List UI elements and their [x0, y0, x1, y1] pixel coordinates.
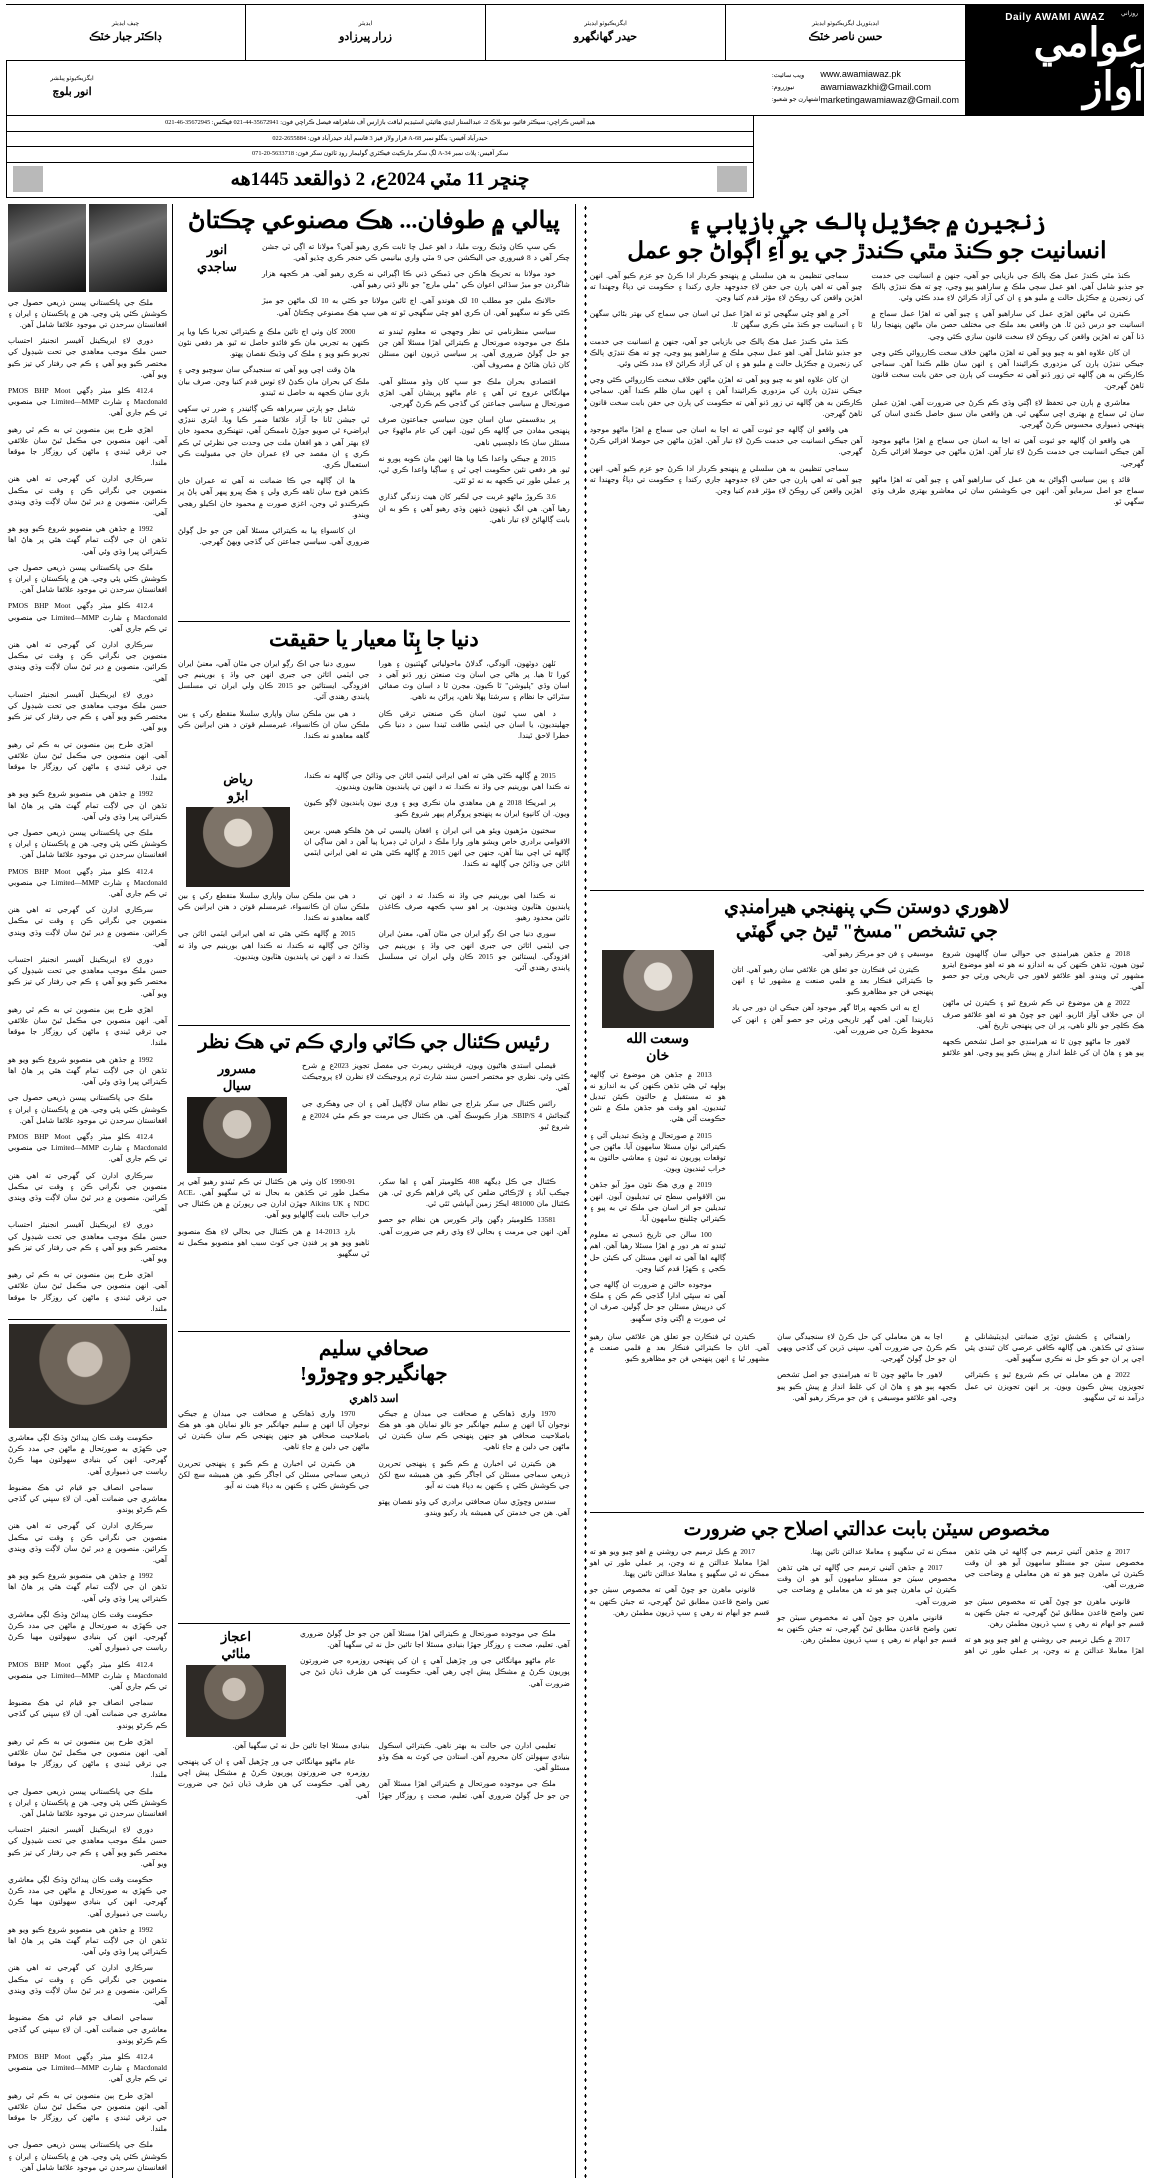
ijaz-author-photo: [186, 1665, 286, 1737]
rais-headline: رئيس ڪئنال جي ڪاٽي واري ڪم تي هڪ نظر: [198, 1031, 550, 1053]
staff-cell-1: [6, 5, 245, 60]
ijaz-name-line1: اعجاز: [221, 1628, 251, 1644]
duniya-b3: د هي بين ملڪن سان واپاري سلسلا منقطع رکي ۽ بين ملڪن سان ان ڪانسواء، غيرمسلم قوتن د هنن ايرانين ڪي گاهه معاهدو نه ڪندا.: [178, 890, 370, 923]
ll-c3: پر بدقسمتي سان اسان جون سياسي جماعتون صرف پنهنجي مفادن جي ڳالهه ڪن ٿيون. انهن کي عام ماڻهوءَ جي مسئلن سان ڪا دلچسپي ناهي.: [378, 415, 570, 447]
divider-lead-lahore: [590, 890, 1144, 891]
wusat-p3: 2019 ۾ وري هڪ نئون موڙ آيو جڏهن بين الاقوامي سطح تي تبديليون آيون. انهن تبديلين جو اثر اسان جي ملڪ تي به پيو ۽ ڪيترائي چئلينج سامهون آيا.: [589, 1180, 726, 1223]
sahafi-p4: 1970 واري ڏهاڪي ۾ صحافت جي ميدان ۾ جيڪي نوجوان آيا انهن ۾ سليم جهانگير جو نالو نمايان هو. هو هڪ باصلاحيت صحافي هو جنهن پنهنجي ڪم سان ڪيترن ئي ماڻهن جي دلين ۾ جاءِ ٺاهي.: [178, 1408, 370, 1452]
lead-p7: سماجي تنظيمن به هن سلسلي ۾ پنهنجو ڪردار ادا ڪرڻ جو عزم ڪيو آهي. انهن چيو آهي ته اهي ٻارن جي حقن لاءِ جدوجهد جاري رکندا ۽ حڪومت تي دٻاءُ وجهندا ته اهڙين واقعن کي روڪڻ لاءِ مؤثر قدم کنيا وڃن.: [589, 270, 863, 302]
rais-c3: 1990-91 کان وٺي هن ڪئنال تي ڪم ٿيندو رهيو آهي پر مڪمل طور تي ڪڏهن به بحال نه ٿي سگهيو آهي. ACE، NDC ۽ Aikins UK جهڙن ادارن جي رپورٽن ۾ هن ڪئنال جي خراب حالت بابت ڳالهايو ويو آهي.: [178, 1176, 370, 1220]
newspaper-logo: [966, 4, 1144, 116]
lc2-p6: 412.4 ڪلو ميٽر ڊگهي PMOS BHP Moot Macdonald ۽ شارٽ Limited—MMP جي منصوبي تي ڪم جاري آهي.: [8, 1659, 167, 1692]
lead-p4: معاشري ۾ ٻارن جي تحفظ لاءِ اڳتي وڌي ڪم ڪرڻ جي ضرورت آهي. اهڙن عملن سان ئي سماج ۾ بهتري اچي سگهي ٿي. هن واقعي مان سبق حاصل ڪندي اسان کي پنهنجي ذميواري محسوس ڪرڻ گهرجي.: [871, 397, 1144, 429]
lc2-p2: سماجي انصاف جو قيام ئي هڪ مضبوط معاشري جي ضمانت آهي. ان لاءِ سڀني کي گڏجي ڪم ڪرڻو پوندو.: [8, 1482, 167, 1515]
divider-left-1: [8, 1319, 167, 1320]
wusat-p4: 100 سالن جي تاريخ ڏسجي ته معلوم ٿيندو ته هر دور ۾ اهڙا مسئلا رهيا آهن. اهم ڳالهه اها آهي ته انهن مسئلن کي ڪيئن حل ڪجي ۽ ڪهڙا قدم کنيا وڃن.: [589, 1230, 726, 1273]
rais-p2: رائس ڪئنال جي سکر بئراج جي نظام سان لاڳاپيل آهي ۽ ان جي وهڪري جي گنجائش 4 SBIP/S. هزار ڪيوسڪ آهي. هن ڪئنال جي مرمت جو ڪم مئي 2024ع ۾ شروع ٿيو.: [302, 1099, 570, 1131]
ijaz-c1: تعليمي ادارن جي حالت به بهتر ناهي. ڪيترائي اسڪول بنيادي سهولتن کان محروم آهن. استادن جي کوٽ به هڪ وڏو مسئلو آهي.: [378, 1740, 570, 1773]
judicial-p7: قانوني ماهرن جو چوڻ آهي ته مخصوص سيٽن جو تعين واضح قاعدن مطابق ٿيڻ گهرجي، ته جيئن ڪنهن به قسم جو ابهام نه رهي ۽ سڀ ڌريون مطمئن رهن.: [589, 1585, 770, 1617]
ll-c7: هاڻ وقت اچي ويو آهي ته سنجيدگي سان سوچيو وڃي ۽ ملڪ کي بحران مان ڪڍڻ لاءِ ٺوس قدم کنيا وڃن. صرف بيان بازي سان ڪجهه به حاصل نه ٿيندو.: [178, 365, 370, 397]
address-bar: [6, 116, 754, 163]
lead-p6: قائد ۽ ٻين سياسي اڳواڻن به هن عمل کي ساراهيو آهي ۽ چيو آهي ته اهڙا ماڻهو سماج جو اصل سرمايو آهن. انهن جي ڪوششن سان ئي معاشرو بهتري طرف وڌي سگهي ٿو.: [871, 474, 1144, 507]
lahore-low-p1: راهنمائي ۽ ڪشش توڙي ضمانتي ايڊيٽيشانلي ۾ سنڌي ٿي ڪڏهن. هي ڳالهه ڪافي عرصي کان ٿيندي پئي اچي پر ان جو ڪو حل نه نڪري سگهيو آهي.: [964, 1331, 1144, 1364]
duniya-p2: د اهي سڀ ٿيون اسان ڪي صنعتي ترقي ڪان جهلينديون، يا اسان جي ايٽمي طاقت ٿيندا سين د دنيا ڪي خطرا لاحق ٿيندا.: [378, 708, 570, 740]
lead-p8: آخر ۾ اهو چئي سگهجي ٿو ته اهڙا عمل ئي اسان جي سماج کي بهتر بڻائي سگهن ٿا ۽ انسانيت جو ڪنڌ مٿي ڪري سگهن ٿا.: [589, 309, 863, 330]
wusat-author-photo: [602, 950, 714, 1028]
column-right: [590, 204, 1144, 2178]
column-middle: [172, 204, 576, 2178]
lc-p12: 1992 ۾ جڏهن هي منصوبو شروع ڪيو ويو هو تڏهن ان جي لاڳت تمام گهٽ هئي پر هاڻ اها ڪيترائي ڀيرا وڌي وئي آهي.: [8, 789, 167, 821]
anwar-name-line2: ساجدي: [197, 258, 237, 274]
lc-p1: ملڪ جي پاڪستاني پيسن ذريعي حصول جي ڪوشش ڪئي پئي وڃي. هن ۾ پاڪستان ۽ ايران ۽ افغانستان سرحدن تي موجود علائقا شامل آهن.: [8, 297, 167, 329]
lahore-body: [732, 948, 1144, 1188]
judicial-body: [590, 1546, 1144, 1846]
left-col-body-2: [8, 1432, 167, 2173]
wusat-author-name-line2: خان: [646, 1048, 670, 1064]
rais-p1: قيصلي استدي هاڻيون ويون، قريشني ريمرٽ جي مفصل تجويز 2023ع ۾ شرح ڪئي وئي. نظري جو مختصر احسن سند شارٽ ٽرم پروجيڪٽ لاءِ نظرن لاءِ پروجيڪٽ آهي.: [302, 1060, 570, 1093]
sahafi-author: اسد ڌاهري: [349, 1392, 399, 1405]
sahafi-p3: سندس وڇوڙي سان صحافتي برادري کي وڏو نقصان پهتو آهي. هن جي خدمتن کي هميشه ياد رکيو ويندو.: [378, 1497, 570, 1518]
ijaz-author-block: [178, 1628, 294, 1737]
lead-p5: هي واقعو ان ڳالهه جو ثبوت آهي ته اڃا به اسان جي سماج ۾ اهڙا ماڻهو موجود آهن جيڪي انسانيت جي خدمت ڪرڻ لاءِ تيار آهن. اهڙن ماڻهن جي حوصلا افزائي ڪرڻ گهرجي.: [871, 436, 1144, 468]
lc-p10: دوري لاءِ ايريڪينل آفيسر انجنيئر احتساب حسن ملڪ موجب معاهدي جي تحت شيڊول کي مختصر ڪيو ويو آهي ۽ ڪم جي رفتار کي تيز ڪيو ويو آهي.: [8, 689, 167, 733]
top-photo-general: [8, 204, 86, 292]
wusat-author-block: [590, 948, 726, 1329]
masroor-author-photo: [187, 1097, 287, 1173]
duniya-p4: د هي بين ملڪن سان واپاري سلسلا منقطع رکي ۽ بين ملڪن سان ان ڪانسواء، غيرمسلم قوتن د هنن ايرانين ڪي گاهه معاهدو نه ڪندا.: [178, 708, 370, 740]
lc-p23: اهڙي طرح ٻين منصوبن تي به ڪم ٿي رهيو آهي. انهن منصوبن جي مڪمل ٿيڻ سان علائقي جي ترقي ٿيندي ۽ ماڻهن کي روزگار جا موقعا ملندا.: [8, 1270, 167, 1313]
riaz-author-photo: [186, 807, 290, 887]
top-photo-strip: [8, 204, 167, 292]
duniya-b4: 2015 ۾ ڳالهه ڪٿي هئي ته اهي ايراني ايٽمي اثاثن جي وڌائڻ جي ڳالهه نه ڪندا، نه ڪندا اهي بورينيم جي واڌ نه ڪندا. ته د انهن تي پابنديون هٽايون وينديون.: [178, 929, 370, 961]
address-hyderabad: حيدرآباد آفيس: بنگلو نمبر 68-A قرار ولاز فيز 3 قاسم آباد حيدرآباد فون: 2655884-022: [7, 132, 753, 148]
lc-p18: 1992 ۾ جڏهن هي منصوبو شروع ڪيو ويو هو تڏهن ان جي لاڳت تمام گهٽ هئي پر هاڻ اها ڪيترائي ڀيرا وڌي وئي آهي.: [8, 1054, 167, 1087]
lc2-p14: سماجي انصاف جو قيام ئي هڪ مضبوط معاشري جي ضمانت آهي. ان لاءِ سڀني کي گڏجي ڪم ڪرڻو پوندو.: [8, 2013, 167, 2045]
lahore-low-p2: 2022 ۾ هن معاملي تي ڪم شروع ٿيو ۽ ڪيترائي تجويزون پيش ڪيون ويون. پر انهن تجويزن تي عمل درآمد نه ٿي سگهيو.: [964, 1370, 1144, 1402]
ijaz-name-line2: منٰائي: [221, 1645, 251, 1661]
dateline-text: چنڇر 11 مٽي 2024ع، 2 ذوالقعد 1445هه: [230, 169, 530, 190]
lc-p13: ملڪ جي پاڪستاني پيسن ذريعي حصول جي ڪوشش ڪئي پئي وڃي. هن ۾ پاڪستان ۽ ايران ۽ افغانستان سرحدن تي موجود علائقا شامل آهن.: [8, 828, 167, 860]
ll-c5: 3.6 ڪروڙ ماڻهو غربت جي لڪير کان هيٺ زندگي گذاري رهيا آهن. هي انگ ڏينهون ڏينهن وڌي رهيو آهي ۽ ڪو به ان بابت ڳالهائڻ لاءِ تيار ناهي.: [378, 492, 570, 524]
lc-p8: 412.4 ڪلو ميٽر ڊگهي PMOS BHP Moot Macdonald ۽ شارٽ Limited—MMP جي منصوبي تي ڪم جاري آهي.: [8, 601, 167, 633]
lead-body: [590, 270, 1144, 885]
riaz-author-block: [178, 770, 298, 887]
masthead: [6, 4, 1144, 116]
lc-p16: دوري لاءِ ايريڪينل آفيسر انجنيئر احتساب حسن ملڪ موجب معاهدي جي تحت شيڊول کي مختصر ڪيو ويو آهي ۽ ڪم جي رفتار کي تيز ڪيو ويو آهي.: [8, 955, 167, 998]
lahore-p3: لاهور جا ماڻهو چون ٿا ته هيرامنڊي جو اصل تشخص ڪجهه ٻيو هو ۽ هاڻ ان کي غلط انداز ۾ پيش ڪيو پيو وڃي. اهو علائقو موسيقي ۽ فن جو مرڪز رهيو آهي.: [822, 948, 1144, 1058]
rais-body-cols: [178, 1176, 570, 1326]
dateline-bar: [6, 163, 754, 198]
lc-p7: ملڪ جي پاڪستاني پيسن ذريعي حصول جي ڪوشش ڪئي پئي وڃي. هن ۾ پاڪستان ۽ ايران ۽ افغانستان سرحدن تي موجود علائقا شامل آهن.: [8, 562, 167, 595]
left-col-photo-elderly: [9, 1324, 167, 1428]
staff-cell-2: [245, 5, 485, 60]
lc2-p7: سماجي انصاف جو قيام ئي هڪ مضبوط معاشري جي ضمانت آهي. ان لاءِ سڀني کي گڏجي ڪم ڪرڻو پوندو.: [8, 1698, 167, 1730]
masthead-staff-block: [6, 4, 966, 116]
divider-mid-3: [178, 1331, 570, 1332]
lc2-p10: دوري لاءِ ايريڪينل آفيسر انجنيئر احتساب حسن ملڪ موجب معاهدي جي تحت شيڊول کي مختصر ڪيو ويو آهي ۽ ڪم جي رفتار کي تيز ڪيو ويو آهي.: [8, 1825, 167, 1868]
dateline-block-right: [717, 166, 747, 192]
ll-c2: اقتصادي بحران ملڪ جو سڀ کان وڏو مسئلو آهي. مهانگائي عروج تي آهي ۽ عام ماڻهو پريشان آهي. اهڙي صورتحال ۾ سياسي جماعتن کي گڏجي ڪم ڪرڻ گهرجي.: [378, 376, 570, 408]
lc-p5: سرڪاري ادارن کي گهرجي ته اهي هنن منصوبن جي نگراني ڪن ۽ وقت تي مڪمل ڪرائين. منصوبن ۾ دير ٿيڻ سان لاڳت وڌي ويندي آهي.: [8, 474, 167, 517]
ijaz-p1: ملڪ جي موجوده صورتحال ۾ ڪيترائي اهڙا مسئلا آهن جن جو حل ڳولڻ ضروري آهي. تعليم، صحت ۽ روزگار جهڙا بنيادي مسئلا اڃا تائين حل نه ٿي سگهيا آهن.: [300, 1628, 570, 1649]
logo-english-name: Daily AWAMI AWAZ: [1005, 11, 1105, 23]
lead-p3: ان کان علاوه اهو به چيو ويو آهي ته اهڙن ماڻهن خلاف سخت ڪارروائي ڪئي وڃي جيڪي ننڍڙن ٻارن کي مزدوري ڪرائيندا آهن ۽ انهن سان ظلم ڪندا آهن. سماجي ڪارڪنن به هن ڳالهه تي زور ڏنو آهي ته حڪومت کي ٻارن جي حقن بابت سخت قانون ٺاهڻ گهرجن.: [871, 347, 1144, 391]
staff-cell-3: [485, 5, 725, 60]
lc-p9: سرڪاري ادارن کي گهرجي ته اهي هنن منصوبن جي نگراني ڪن ۽ وقت تي مڪمل ڪرائين. منصوبن ۾ دير ٿيڻ سان لاڳت وڌي ويندي آهي.: [8, 639, 167, 683]
ll-c4: 2015 ۾ جيڪي واعدا ڪيا ويا هئا انهن مان ڪوبه پورو نه ٿيو. هر دفعي نئين حڪومت اچي ٿي ۽ ساڳيا واعدا ڪري ٿي، پر عملي طور تي ڪجهه به نه ٿو ٿئي.: [378, 453, 570, 486]
left-lead-headline: پيالي ۾ طوفان... هڪ مصنوعي چڪتاڻ: [187, 207, 560, 234]
staff-role-4: ايڊيٽوريل ايگزيڪيوٽو ايڊيٽر: [812, 19, 880, 27]
judicial-p4: 2017 ۾ جڏهن آئيني ترميم جي ڳالهه ٿي هئي تڏهن مخصوص سيٽن جو مسئلو سامهون آيو هو. ان وقت ڪيترن ئي ماهرن چيو هو ته هن معاملي ۾ وضاحت جي ضرورت آهي.: [777, 1562, 957, 1606]
sahafi-headline-line2: جهانگيرجو وڇوڙو!: [300, 1362, 448, 1385]
ijaz-c3: عام ماڻهو مهانگائي جي ور چڙهيل آهي ۽ ان کي پنهنجي روزمره جي ضرورتون پوريون ڪرڻ ۾ مشڪل پيش اچي رهي آهي. حڪومت کي هن طرف ڌيان ڏيڻ جي ضرورت آهي.: [178, 1756, 370, 1800]
lead-headline-line1: زنجيرن ۾ جڪڙيل ٻالڪ جي بازيابي ۽: [687, 208, 1046, 234]
judicial-p6: 2017 ۾ ڪيل ترميم جي روشني ۾ اهو چيو ويو هو ته اهڙا معاملا عدالتن ۾ نه وڃن، پر عملي طور تي اهو ممڪن نه ٿي سگهيو ۽ معاملا عدالتن تائين پهتا.: [589, 1546, 770, 1579]
contact-labels: [772, 70, 820, 106]
duniya-b2: سوري دنيا جي اڪ رڳو ايران جي مٿان آهي، معنيٰ ايران جي ايٽمي اثاثن جي جبري انهن جي واڌ ۽ بورينيم جي افزودگي. ايستائين جو 2015 ڪان ولي ايران تي مسلسل پابندي رهندي آئي.: [378, 929, 570, 972]
staff-role-2: ايڊيٽر: [358, 19, 373, 27]
sahafi-p5: هن ڪيترن ئي اخبارن ۾ ڪم ڪيو ۽ پنهنجي تحريرن ذريعي سماجي مسئلن کي اجاگر ڪيو. هن هميشه سچ لکڻ جي ڪوشش ڪئي ۽ ڪنهن به دٻاءَ هيٺ نه آيو.: [178, 1458, 370, 1490]
website-url: www.awamiawaz.pk: [820, 69, 901, 80]
masroor-name-line2: سيال: [222, 1077, 252, 1093]
duniya-body-top: [178, 658, 570, 766]
duniya-b1: نه ڪندا اهي بورينيم جي واڌ نه ڪندا. ته د انهن تي پابنديون هٽايون وينديون. پر اهو سڀ ڪجهه صرف ڪاغذن تائين محدود رهيو.: [378, 890, 570, 923]
rais-c2: 13581 ڪلوميٽر ڊگهن واٽر ڪورس هن نظام جو حصو آهن. انهن جي مرمت ۽ بحالي لاءِ وڏي رقم جي ضرورت آهي.: [378, 1215, 570, 1236]
lahore-p1: 2018 ۾ جڏهن هيرامنڊي جي حوالي سان ڳالهيون شروع ٿيون هيون، تڏهن ڪنهن کي به اندازو نه هو ته اهو موضوع ايترو مشهور ٿي ويندو. اهو علائقو لاهور جي تاريخي ورثي جو حصو آهي.: [942, 948, 1144, 992]
left-lead-body-main: [262, 241, 570, 323]
sahafi-p1: 1970 واري ڏهاڪي ۾ صحافت جي ميدان ۾ جيڪي نوجوان آيا انهن ۾ سليم جهانگير جو نالو نمايان هو. هو هڪ باصلاحيت صحافي هو جنهن پنهنجي ڪم سان ڪيترن ئي ماڻهن جي دلين ۾ جاءِ ٺاهي.: [378, 1408, 570, 1452]
vertical-dotted-rule-right: [584, 204, 587, 2178]
dateline-block-left: [13, 166, 43, 192]
left-lead-body-cols: [178, 326, 570, 616]
lc-p6: 1992 ۾ جڏهن هي منصوبو شروع ڪيو ويو هو تڏهن ان جي لاڳت تمام گهٽ هئي پر هاڻ اها ڪيترائي ڀيرا وڌي وئي آهي.: [8, 524, 167, 556]
column-left: [6, 204, 167, 2178]
ll-c8: شامل جو ٻارتي سربراهه ڪي ڳائيندر ۽ ضرر تي سکهي ٿي جيشن ٿانا جا آزاد علائقا ضمر ڪيا ويا. ايٽري ننڍڙي اپراضيء ٿي صويو جوڙڻ ناممڪن آهي، تنهنڪري محمود خان لاءِ بهتر آهي د هو افغان ملت جي وحدت جي نظرئي ٿي ڪم ڪري ۽ ان مقصد جي لاءِ عمران خان جي مقبوليت ڪي استعمال ڪري.: [178, 403, 370, 469]
ijaz-p2: عام ماڻهو مهانگائي جي ور چڙهيل آهي ۽ ان کي پنهنجي روزمره جي ضرورتون پوريون ڪرڻ ۾ مشڪل پيش اچي رهي آهي. حڪومت کي هن طرف ڌيان ڏيڻ جي ضرورت آهي.: [300, 1656, 570, 1688]
lead-p1: ڪنڌ مٿي ڪندڙ عمل هڪ ٻالڪ جي بازيابي جو آهي، جنهن ۾ انسانيت جي خدمت جو جذبو شامل آهي. اهو عمل سڄي ملڪ ۾ ساراهيو پيو وڃي، ڇو ته هڪ ننڍڙي ٻالڪ کي زنجيرن ۾ جڪڙيل حالت ۾ مليو هو ۽ ان کي آزاد ڪرائڻ لاءِ مدد ڪئي وئي.: [871, 270, 1144, 302]
lahore-low-p5: ڪيترن ئي فنڪارن جو تعلق هن علائقي سان رهيو آهي. اتان جا ڪيترائي فنڪار بعد ۾ فلمي صنعت ۾ مشهور ٿيا ۽ انهن پنهنجي فن جو مظاهرو ڪيو.: [589, 1331, 770, 1364]
sahafi-headline-line1: صحافي سليم: [318, 1337, 429, 1360]
lc2-p17: ملڪ جي پاڪستاني پيسن ذريعي حصول جي ڪوشش ڪئي پئي وڃي. هن ۾ پاڪستان ۽ ايران ۽ افغانستان سرحدن تي موجود علائقا شامل آهن.: [8, 2140, 167, 2172]
lc2-p11: حڪومت وقت ڪان پيدائڻ وڌڪ لڳي معاشري جي ڪهڙي به صورتحال ۾ ماڻهن جي مدد ڪرڻ گهرجي. انهن کي بنيادي سهولتون مهيا ڪرڻ رياست جي ذميواري آهي.: [8, 1875, 167, 1918]
ll-c6: 2000 کان وٺي اڄ تائين ملڪ ۾ ڪيترائي تجربا ڪيا ويا پر ڪنهن به تجربي مان ڪو فائدو حاصل نه ٿيو. هر دفعي نئون تجربو ڪيو ويو ۽ ملڪ کي وڌيڪ نقصان پهتو.: [178, 326, 370, 359]
logo-corner-text: روزاني: [1120, 11, 1138, 17]
ll-p2: خود مولانا به تحريڪ هاڪن جي ڌمڪي ڏني ڪا اڳيرائي نه ڪري رهيو آهي. هر ڪجهه هزار شاگردن جو ميڙ سڏائي اعوان ڪي "ملي مارچ" جو نالو ڏني رهيو آهي.: [262, 268, 570, 290]
lead-p3b: هي واقعو ان ڳالهه جو ثبوت آهي ته اڃا به اسان جي سماج ۾ اهڙا ماڻهو موجود آهن جيڪي انسانيت جي خدمت ڪرڻ لاءِ تيار آهن. اهڙن ماڻهن جي حوصلا افزائي ڪرڻ گهرجي.: [589, 424, 863, 457]
page-columns: [6, 204, 1144, 2178]
staff-row-editors: [6, 4, 966, 61]
judicial-p2: قانوني ماهرن جو چوڻ آهي ته مخصوص سيٽن جو تعين واضح قاعدن مطابق ٿيڻ گهرجي، ته جيئن ڪنهن به قسم جو ابهام نه رهي ۽ سڀ ڌريون مطمئن رهن.: [964, 1596, 1144, 1628]
logo-sindhi-name: عوامي آواز: [1033, 19, 1144, 109]
duniya-p6: پر امريڪا 2018 ۾ هن معاهدي مان نڪري ويو ۽ وري نيون پابنديون لاڳو ڪيون ويون. ان کانپوءِ ايران به پنهنجو پروگرام ٻيهر شروع ڪيو.: [304, 798, 570, 819]
lc2-p15: 412.4 ڪلو ميٽر ڊگهي PMOS BHP Moot Macdonald ۽ شارٽ Limited—MMP جي منصوبي تي ڪم جاري آهي.: [8, 2051, 167, 2084]
lc-p22: دوري لاءِ ايريڪينل آفيسر انجنيئر احتساب حسن ملڪ موجب معاهدي جي تحت شيڊول کي مختصر ڪيو ويو آهي ۽ ڪم جي رفتار کي تيز ڪيو ويو آهي.: [8, 1220, 167, 1263]
lead-p4b: سماجي تنظيمن به هن سلسلي ۾ پنهنجو ڪردار ادا ڪرڻ جو عزم ڪيو آهي. انهن چيو آهي ته اهي ٻارن جي حقن لاءِ جدوجهد جاري رکندا ۽ حڪومت تي دٻاءُ وجهندا ته اهڙين واقعن کي روڪڻ لاءِ مؤثر قدم کنيا وڃن.: [589, 463, 863, 495]
masroor-author-block: [178, 1060, 296, 1173]
rais-c1: ڪئنال جي ڪل ڊيگهه 408 ڪلوميٽر آهي ۽ اها سکر، جيڪب آباد ۽ لاڙڪاڻي ضلعن کي پاڻي فراهم ڪري ٿي. هن ڪئنال مان 481000 ايڪڙ زمين آبپاشي ٿئي ٿي.: [378, 1176, 570, 1209]
riaz-name-line2: ابڙو: [227, 787, 249, 803]
staff-name-3: حيدر گهانگهرو: [573, 30, 638, 43]
lc2-p1: حڪومت وقت ڪان پيدائڻ وڌڪ لڳي معاشري جي ڪهڙي به صورتحال ۾ ماڻهن جي مدد ڪرڻ گهرجي. انهن کي بنيادي سهولتون مهيا ڪرڻ رياست جي ذميواري آهي.: [8, 1432, 167, 1476]
contact-values: [820, 68, 959, 107]
lahore-headline-line2: جي تشخص "مسخ" ٿيڻ جي گهٽي: [735, 920, 998, 942]
staff-row-contact: [6, 61, 966, 117]
lead-p2: ڪيترن ئي ماڻهن اهڙي عمل کي ساراهيو آهي ۽ چيو آهي ته اهڙا عمل سماج ۾ انسانيت جو درس ڏين ٿا. هن واقعي بعد ملڪ جي مختلف حصن مان ماڻهن پنهنجا رايا ڏنا آهن ته اهڙين واقعن کي روڪڻ لاءِ سخت قانون سازي ڪئي وڃي.: [871, 309, 1144, 341]
ijaz-c2: ملڪ جي موجوده صورتحال ۾ ڪيترائي اهڙا مسئلا آهن جن جو حل ڳولڻ ضروري آهي. تعليم، صحت ۽ روزگار جهڙا بنيادي مسئلا اڃا تائين حل نه ٿي سگهيا آهن.: [232, 1740, 570, 1800]
duniya-p1: ٽلهن دوٽهون، آلودگي، گدلاڻ ماحولياتي گهٽتيون ۽ هورا کورا ٿا هيا. پر هاڻي جي اسان وٽ صنعتن زور ڏنو آهي د اسان وڏي "پليوشن" ٿا ڪيون. مجرن ٿا د اسان وٽ صفائي سٿرائي جا نظام ۽ سرشتا پهلا ناهن، پراڻن به ناهي.: [378, 658, 570, 702]
ll-c1: سياسي منظرنامي تي نظر وجهجي ته معلوم ٿيندو ته ملڪ جي موجوده صورتحال ۾ ڪيترائي اهڙا مسئلا آهن جن جو حل ڳولڻ ضروري آهي. پر سياسي ڌريون انهن مسئلن کان ڌيان هٽائڻ ۾ مصروف آهن.: [378, 326, 570, 370]
lahore-body-lower: [590, 1331, 1144, 1507]
wusat-body: [590, 1069, 726, 1324]
staff-role-1: چيف ايڊيٽر: [111, 19, 140, 27]
lahore-p4: ڪيترن ئي فنڪارن جو تعلق هن علائقي سان رهيو آهي. اتان جا ڪيترائي فنڪار بعد ۾ فلمي صنعت ۾ مشهور ٿيا ۽ انهن پنهنجي فن جو مظاهرو ڪيو.: [731, 964, 934, 997]
rais-body-left: [302, 1060, 570, 1137]
wusat-p5: موجوده حالتن ۾ ضرورت ان ڳالهه جي آهي ته سڀئي ادارا گڏجي ڪم ڪن ۽ ملڪ کي درپيش مسئلن جو حل ڳولين. صرف ان ئي صورت ۾ اڳتي وڌي سگهبو.: [589, 1279, 726, 1323]
lc-p15: سرڪاري ادارن کي گهرجي ته اهي هنن منصوبن جي نگراني ڪن ۽ وقت تي مڪمل ڪرائين. منصوبن ۾ دير ٿيڻ سان لاڳت وڌي ويندي آهي.: [8, 905, 167, 948]
staff-role-3: ايگزيڪيوٽو ايڊيٽر: [584, 19, 627, 27]
lc-p19: ملڪ جي پاڪستاني پيسن ذريعي حصول جي ڪوشش ڪئي پئي وڃي. هن ۾ پاڪستان ۽ ايران ۽ افغانستان سرحدن تي موجود علائقا شامل آهن.: [8, 1093, 167, 1125]
top-photo-politician: [89, 204, 167, 292]
duniya-p5: 2015 ۾ ڳالهه ڪٿي هئي ته اهي ايراني ايٽمي اثاثن جي وڌائڻ جي ڳالهه نه ڪندا، نه ڪندا اهي بورينيم جي واڌ نه ڪندا. ته د انهن تي پابنديون هٽايون وينديون.: [304, 770, 570, 791]
staff-cell-4: [725, 5, 965, 60]
lahore-low-p4: لاهور جا ماڻهو چون ٿا ته هيرامنڊي جو اصل تشخص ڪجهه ٻيو هو ۽ هاڻ ان کي غلط انداز ۾ پيش ڪيو پيو وڃي. اهو علائقو موسيقي ۽ فن جو مرڪز رهيو آهي.: [777, 1370, 957, 1402]
address-sukkur: سکر آفيس: پلاٽ نمبر 34-A لڳ سکر مارڪيٽ فيڪٽري گوليمار روڊ ٽائون سکر فون: 5633718-20-071: [252, 150, 508, 157]
divider-mid-2: [178, 1025, 570, 1026]
lahore-p5: اڄ به اتي ڪجهه پراڻا گهر موجود آهن جيڪي ان دور جي ياد ڏياريندا آهن. اهي گهر تاريخي ورثي جو حصو آهن ۽ انهن کي محفوظ ڪرڻ جي ضرورت آهي.: [731, 1003, 934, 1035]
duniya-headline: دنيا جا ٻِٽا معيار يا حقيقت: [268, 626, 479, 651]
address-karachi: هيڊ آفيس ڪراچي: سيڪٽر فائيو، نيو بلاڪ 2، عبدالستار ايڊي هائيٽي اسٽيڊيم لياقت بازارس آف شاهراهه فيصل ڪراچي فون: 35672941-44-021 فيڪس: 35672945-46-021: [7, 116, 753, 132]
lahore-headline-line1: لاهوري دوستن ڪي پنهنجي هيرامنڊي: [724, 896, 1010, 918]
lc-p20: 412.4 ڪلو ميٽر ڊگهي PMOS BHP Moot Macdonald ۽ شارٽ Limited—MMP جي منصوبي تي ڪم جاري آهي.: [8, 1131, 167, 1164]
label-newsroom: نيوزروم:: [771, 83, 795, 91]
wusat-p1: 2013 ۾ جڏهن هن موضوع تي ڳالهه ٻولهه ٿي هئي تڏهن ڪنهن کي به اندازو نه هو ته مستقبل ۾ حالتون ڪيئن تبديل ٿينديون. اهو وقت هو جڏهن ملڪ ۾ نئين حڪومت آئي هئي.: [589, 1069, 726, 1124]
staff-cell-5: [6, 61, 137, 116]
masroor-name-line1: مسرور: [217, 1060, 257, 1076]
lc2-p13: سرڪاري ادارن کي گهرجي ته اهي هنن منصوبن جي نگراني ڪن ۽ وقت تي مڪمل ڪرائين. منصوبن ۾ دير ٿيڻ سان لاڳت وڌي ويندي آهي.: [8, 1963, 167, 2007]
duniya-p7: سختيون مڙهيون ويئو هي اني ايران ۽ افغان ٻاليسي ٿي هڻ هلڪو هيس. بربين الاقوامي برادري خاص ويشو هاور وارا ملڪ د ايران ٿي ڊمريا پيا آهن د اهن ساڳي ان ڳالهه ٿي اچي بيٺا آهن، جنهن جي انهن 2015 ۾ ڳالهه ڪٿي هئي ته اهي ايراني ايٽمي اثاثن جي وڌائڻ جي ڳالهه نه ڪندا.: [304, 825, 570, 869]
lc2-p16: اهڙي طرح ٻين منصوبن تي به ڪم ٿي رهيو آهي. انهن منصوبن جي مڪمل ٿيڻ سان علائقي جي ترقي ٿيندي ۽ ماڻهن کي روزگار جا موقعا ملندا.: [8, 2090, 167, 2134]
left-col-body-1: [8, 297, 167, 1314]
ll-p3: حالانڪ ملين جو مطلب 10 لک هوندو آهي. اڄ ٿائين مولانا جو ڪٿي به 10 لک ماڻهن جو ميڙ ڪٿي ڪو نه سگهيو آهي. ان ڪري اهو چئي سگهجي ٿو ته هي سڀ هڪ مصنوعي چڪتاڻ آهي.: [262, 296, 570, 317]
riaz-name-line1: رياض: [223, 770, 253, 786]
ijaz-body-cols: [178, 1740, 570, 1880]
ll-c10: ان کانسواءِ ٻيا به ڪيترائي مسئلا آهن جن جو حل ڳولڻ ضروري آهي. سياسي جماعتن کي گڏجي ويهڻ گهرجي.: [178, 525, 370, 547]
judicial-headline: مخصوص سيٽن بابت عدالتي اصلاح جي ضرورت: [683, 1518, 1051, 1540]
ll-c9: ها ان ڳالهه جي ڪا ضمانت نه آهي ته عمران خان ڪڏهن فوج سان ٺاهه ڪري ولي ۽ هڪ ڀيرو ڀيهر آهي ٻاڻ پر ڪيرڪندو ٿي وجن، اغزي صورت ۾ محمود خان اڪيلو رهجي ويندو.: [178, 476, 370, 519]
divider-mid-1: [178, 621, 570, 622]
staff-name-4: حسن ناصر خٽڪ: [808, 30, 883, 43]
lc2-p5: حڪومت وقت ڪان پيدائڻ وڌڪ لڳي معاشري جي ڪهڙي به صورتحال ۾ ماڻهن جي مدد ڪرڻ گهرجي. انهن کي بنيادي سهولتون مهيا ڪرڻ رياست جي ذميواري آهي.: [8, 1609, 167, 1653]
duniya-body-bottom: [178, 890, 570, 1020]
anwar-author-block: [178, 241, 256, 275]
lead-headline-line2: انسانيت جو ڪنڌ مٿي ڪندڙ جي يو آءِ اڳواڻ جو عمل: [627, 237, 1107, 263]
newsroom-email: awamiawazkhi@Gmail.com: [820, 82, 931, 93]
wusat-p2: 2015 ۾ صورتحال ۾ وڌيڪ تبديلي آئي ۽ ڪيترائي نوان مسئلا سامهون آيا. ماڻهن جي توقعات پوريون نه ٿيون ۽ معاشي حالتون به خراب ٿينديون ويون.: [589, 1130, 726, 1174]
label-website: ويب سائيٽ:: [771, 71, 805, 79]
lc2-p9: ملڪ جي پاڪستاني پيسن ذريعي حصول جي ڪوشش ڪئي پئي وڃي. هن ۾ پاڪستان ۽ ايران ۽ افغانستان سرحدن تي موجود علائقا شامل آهن.: [8, 1786, 167, 1819]
duniya-p3: سوري دنيا جي اڪ رڳو ايران جي مٿان آهي، معنيٰ ايران جي ايٽمي اثاثن جي جبري انهن جي واڌ ۽ بورينيم جي افزودگي. ايستائين جو 2015 ڪان ولي ايران تي مسلسل پابندي رهندي آئي.: [178, 658, 370, 702]
duniya-body-left: [304, 770, 570, 875]
lc-p14: 412.4 ڪلو ميٽر ڊگهي PMOS BHP Moot Macdonald ۽ شارٽ Limited—MMP جي منصوبي تي ڪم جاري آهي.: [8, 866, 167, 899]
divider-mid-4: [178, 1623, 570, 1624]
sahafi-p2: هن ڪيترن ئي اخبارن ۾ ڪم ڪيو ۽ پنهنجي تحريرن ذريعي سماجي مسئلن کي اجاگر ڪيو. هن هميشه سچ لکڻ جي ڪوشش ڪئي ۽ ڪنهن به دٻاءَ هيٺ نه آيو.: [378, 1458, 570, 1490]
lead-p1b: ڪنڌ مٿي ڪندڙ عمل هڪ ٻالڪ جي بازيابي جو آهي، جنهن ۾ انسانيت جي خدمت جو جذبو شامل آهي. اهو عمل سڄي ملڪ ۾ ساراهيو پيو وڃي، ڇو ته هڪ ننڍڙي ٻالڪ کي زنجيرن ۾ جڪڙيل حالت ۾ مليو هو ۽ ان کي آزاد ڪرائڻ لاءِ مدد ڪئي وئي.: [589, 336, 863, 368]
lc-p3: 412.4 ڪلو ميٽر ڊگهي PMOS BHP Moot Macdonald ۽ شارٽ Limited—MMP جي منصوبي تي ڪم جاري آهي.: [8, 385, 167, 418]
lc-p11: اهڙي طرح ٻين منصوبن تي به ڪم ٿي رهيو آهي. انهن منصوبن جي مڪمل ٿيڻ سان علائقي جي ترقي ٿيندي ۽ ماڻهن کي روزگار جا موقعا ملندا.: [8, 739, 167, 783]
ijaz-body-left: [300, 1628, 570, 1694]
staff-name-2: زرار پيرزادو: [339, 30, 392, 43]
anwar-name-line1: انور: [206, 241, 228, 257]
sahafi-body: [178, 1408, 570, 1618]
wusat-author-name-line1: وسعت الله: [626, 1031, 690, 1047]
rais-c4: بارڊ 2013-14 ۾ هن ڪئنال جي بحالي لاءِ هڪ منصوبو ٺاهيو ويو هو پر فنڊن جي کوٽ سبب اهو منصوبو مڪمل نه ٿي سگهيو.: [178, 1226, 370, 1258]
ll-p1: ڪي سڀ ڪان وڏيڪ روت مليا، د اهو عمل چا ثابت ڪري رهيو آهي؟ مولانا ته اڳي ٽي جشن چڪر آهي د 8 فيبروري جي اليڪشن جي 9 مٽي واري بيانيمي ڪي خنجر ڪري چڏيو آهي.: [262, 241, 570, 262]
lc2-p8: اهڙي طرح ٻين منصوبن تي به ڪم ٿي رهيو آهي. انهن منصوبن جي مڪمل ٿيڻ سان علائقي جي ترقي ٿيندي ۽ ماڻهن کي روزگار جا موقعا ملندا.: [8, 1736, 167, 1780]
staff-name-5: انور بلوچ: [52, 86, 92, 99]
divider-lahore-judicial: [590, 1512, 1144, 1513]
lc-p2: دوري لاءِ ايريڪينل آفيسر انجنيئر احتساب حسن ملڪ موجب معاهدي جي تحت شيڊول کي مختصر ڪيو ويو آهي ۽ ڪم جي رفتار کي تيز ڪيو ويو آهي.: [8, 336, 167, 379]
lc2-p3: سرڪاري ادارن کي گهرجي ته اهي هنن منصوبن جي نگراني ڪن ۽ وقت تي مڪمل ڪرائين. منصوبن ۾ دير ٿيڻ سان لاڳت وڌي ويندي آهي.: [8, 1521, 167, 1564]
judicial-p5: قانوني ماهرن جو چوڻ آهي ته مخصوص سيٽن جو تعين واضح قاعدن مطابق ٿيڻ گهرجي، ته جيئن ڪنهن به قسم جو ابهام نه رهي ۽ سڀ ڌريون مطمئن رهن.: [777, 1612, 957, 1645]
staff-role-5: ايگزيڪيوٽو پبلشر: [50, 75, 94, 83]
lead-p2b: ان کان علاوه اهو به چيو ويو آهي ته اهڙن ماڻهن خلاف سخت ڪارروائي ڪئي وڃي جيڪي ننڍڙن ٻارن کي مزدوري ڪرائيندا آهن ۽ انهن سان ظلم ڪندا آهن. سماجي ڪارڪنن به هن ڳالهه تي زور ڏنو آهي ته حڪومت کي ٻارن جي حقن بابت سخت قانون ٺاهڻ گهرجن.: [589, 375, 863, 418]
marketing-email: marketingawamiawaz@Gmail.com: [820, 95, 959, 106]
contact-web-cell: [137, 61, 965, 116]
lc-p4: اهڙي طرح ٻين منصوبن تي به ڪم ٿي رهيو آهي. انهن منصوبن جي مڪمل ٿيڻ سان علائقي جي ترقي ٿيندي ۽ ماڻهن کي روزگار جا موقعا ملندا.: [8, 424, 167, 468]
lahore-low-p3: اڃا به هن معاملي کي حل ڪرڻ لاءِ سنجيدگي سان ڪم ڪرڻ جي ضرورت آهي. سڀني ڌرين کي گڏجي ويهي ان جو حل ڳولڻ گهرجي.: [777, 1331, 957, 1364]
lc-p17: اهڙي طرح ٻين منصوبن تي به ڪم ٿي رهيو آهي. انهن منصوبن جي مڪمل ٿيڻ سان علائقي جي ترقي ٿيندي ۽ ماڻهن کي روزگار جا موقعا ملندا.: [8, 1004, 167, 1048]
staff-name-1: ڊاڪٽر جبار خٽڪ: [89, 30, 162, 43]
lc-p21: سرڪاري ادارن کي گهرجي ته اهي هنن منصوبن جي نگراني ڪن ۽ وقت تي مڪمل ڪرائين. منصوبن ۾ دير ٿيڻ سان لاڳت وڌي ويندي آهي.: [8, 1170, 167, 1214]
judicial-p1: 2017 ۾ جڏهن آئيني ترميم جي ڳالهه ٿي هئي تڏهن مخصوص سيٽن جو مسئلو سامهون آيو هو. ان وقت ڪيترن ئي ماهرن چيو هو ته هن معاملي ۾ وضاحت جي ضرورت آهي.: [964, 1546, 1144, 1590]
lahore-p2: 2022 ۾ هن موضوع تي ڪم شروع ٿيو ۽ ڪيترن ئي ماڻهن ان جي خلاف آواز اٿاريو. انهن جو چوڻ هو ته اهو علائقو صرف هڪ ڪلچر جو نالو ناهي، پر ان جي پنهنجي تاريخ آهي.: [942, 998, 1144, 1030]
label-ads: اشتهارن جو شعبو:: [771, 95, 821, 103]
judicial-p3: 2017 ۾ ڪيل ترميم جي روشني ۾ اهو چيو ويو هو ته اهڙا معاملا عدالتن ۾ نه وڃن، پر عملي طور تي اهو ممڪن نه ٿي سگهيو ۽ معاملا عدالتن تائين پهتا.: [810, 1546, 1144, 1656]
lc2-p12: 1992 ۾ جڏهن هي منصوبو شروع ڪيو ويو هو تڏهن ان جي لاڳت تمام گهٽ هئي پر هاڻ اها ڪيترائي ڀيرا وڌي وئي آهي.: [8, 1924, 167, 1957]
lc2-p4: 1992 ۾ جڏهن هي منصوبو شروع ڪيو ويو هو تڏهن ان جي لاڳت تمام گهٽ هئي پر هاڻ اها ڪيترائي ڀيرا وڌي وئي آهي.: [8, 1571, 167, 1603]
